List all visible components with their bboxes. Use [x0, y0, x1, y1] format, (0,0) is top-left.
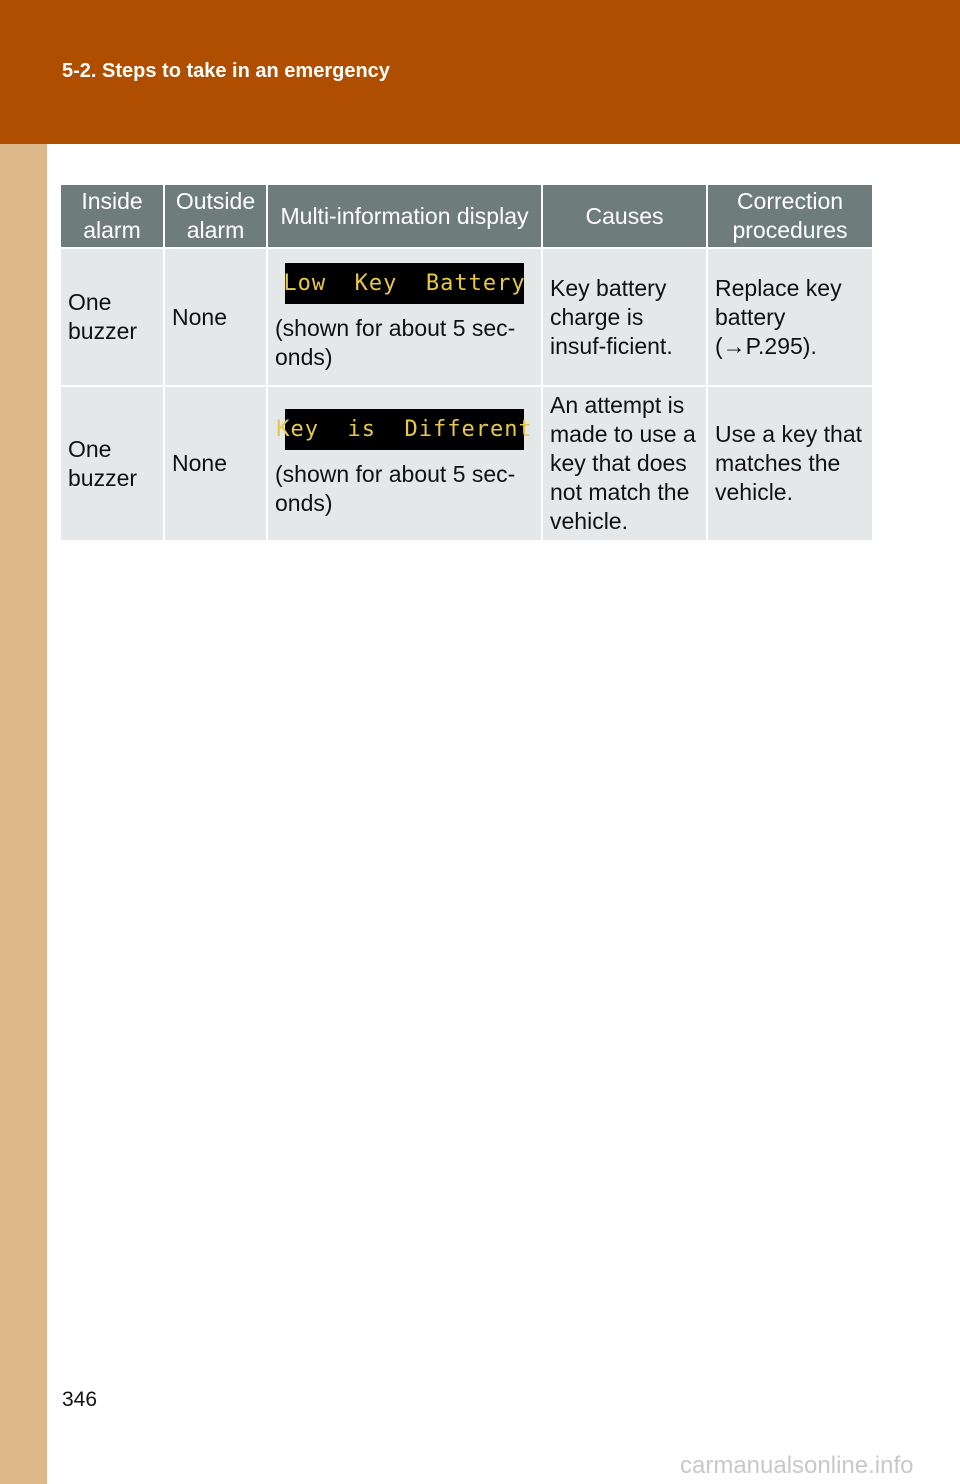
- column-header-causes: Causes: [542, 185, 707, 248]
- cause-cell: Key battery charge is insuf-ficient.: [542, 248, 707, 386]
- page-header: [0, 0, 960, 144]
- inside-alarm-cell: One buzzer: [61, 386, 164, 541]
- display-screen-image: [285, 263, 524, 304]
- cause-cell: An attempt is made to use a key that does not match the vehicle.: [542, 386, 707, 541]
- display-cell: [267, 248, 542, 386]
- table-header-row: [61, 185, 872, 248]
- side-margin-tab: [0, 144, 47, 1484]
- column-header-correction: Correction procedures: [707, 185, 872, 248]
- section-title: 5-2. Steps to take in an emergency: [62, 60, 390, 82]
- column-header-outside-alarm: Outside alarm: [164, 185, 267, 248]
- correction-cell: Use a key that matches the vehicle.: [707, 386, 872, 541]
- alarm-table: [61, 185, 872, 542]
- page-number: 346: [62, 1388, 98, 1411]
- display-cell: [267, 386, 542, 541]
- table-row: [61, 386, 872, 541]
- display-note: (shown for about 5 sec-onds): [275, 461, 516, 516]
- display-note: (shown for about 5 sec-onds): [275, 314, 516, 370]
- display-message: Low Key Battery: [283, 270, 526, 296]
- watermark-text: carmanualsonline.info: [680, 1452, 914, 1479]
- display-message: Key is Different: [276, 417, 533, 442]
- table-row: [61, 248, 872, 386]
- column-header-inside-alarm: Inside alarm: [61, 185, 164, 248]
- correction-cell: Replace key battery (→P.295).: [707, 248, 872, 386]
- inside-alarm-cell: One buzzer: [61, 248, 164, 386]
- outside-alarm-cell: None: [164, 386, 267, 541]
- column-header-display: Multi-information display: [267, 185, 542, 248]
- outside-alarm-cell: None: [164, 248, 267, 386]
- display-screen-image: [276, 409, 533, 450]
